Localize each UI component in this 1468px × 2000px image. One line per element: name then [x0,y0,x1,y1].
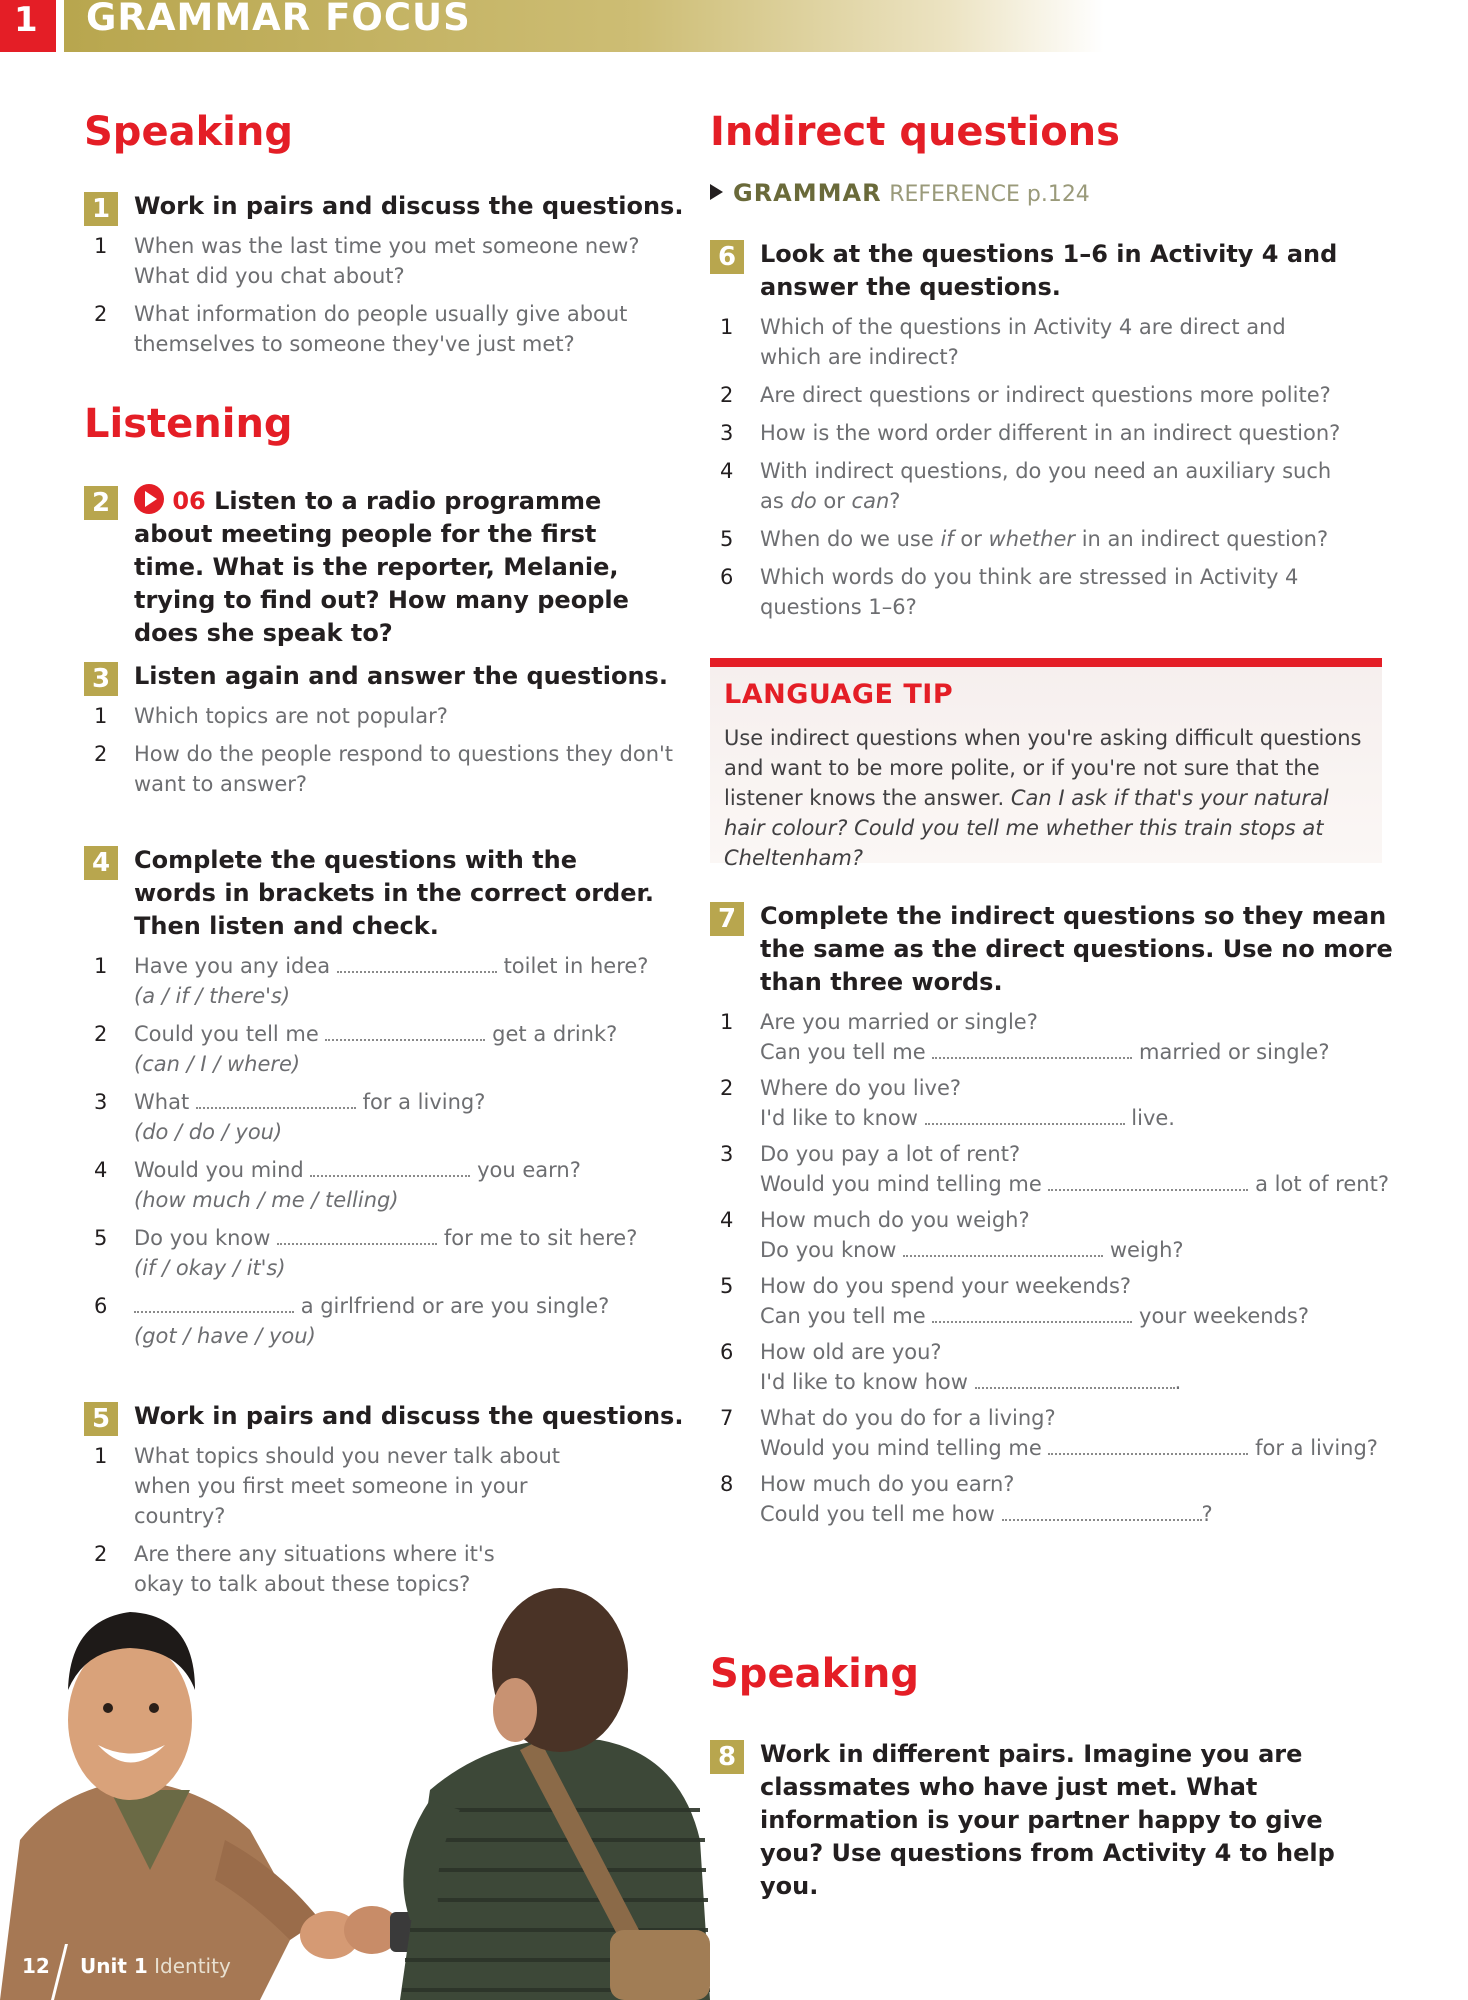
answer-blank[interactable] [975,1367,1175,1389]
word-cue: (can / I / where) [134,1052,301,1076]
item-text-before: What [134,1090,190,1114]
list-item [710,1271,1400,1331]
answer-blank[interactable] [325,1019,485,1041]
item-number: 5 [720,527,734,551]
item-text: When do we use [760,527,941,551]
answer-blank[interactable] [903,1235,1103,1257]
item-number: 2 [720,383,734,407]
unit-number-tab: 1 [0,0,56,52]
list-item [84,701,684,731]
word-cue: (got / have / you) [134,1324,316,1348]
list-item [84,1441,614,1531]
item-text: How do the people respond to questions they don't want to answer? [134,742,674,796]
item-text-after: for me to sit here? [443,1226,638,1250]
question-list [710,312,1350,622]
item-text-after: get a drink? [492,1022,618,1046]
indirect-questions-heading: Indirect questions [710,109,1120,155]
item-text: or [816,489,852,513]
triangle-pointer-icon [710,184,723,200]
item-text: or [953,527,989,551]
item-text-before: Could you tell me how [760,1502,995,1526]
item-number: 3 [720,421,734,445]
gap-fill-list [710,1007,1400,1529]
activity-instruction [134,484,664,650]
item-text-before: I'd like to know how [760,1370,968,1394]
item-text-before: Would you mind telling me [760,1436,1042,1460]
answer-blank[interactable] [1048,1433,1248,1455]
activity-badge: 4 [84,846,118,880]
section-title: GRAMMAR FOCUS [86,0,471,39]
activity-badge: 2 [84,486,118,520]
answer-blank[interactable] [337,951,497,973]
activity-6 [710,238,1400,630]
item-number: 6 [94,1294,108,1318]
item-number: 2 [720,1076,734,1100]
question-list [84,231,684,359]
list-item [84,1019,664,1079]
item-italic: if [940,527,954,551]
activity-instruction: Look at the questions 1–6 in Activity 4 and answer the questions. [760,240,1338,301]
direct-question: Are you married or single? [760,1010,1038,1034]
list-item [710,1007,1400,1067]
list-item [710,312,1350,372]
list-item [710,1337,1400,1397]
item-number: 8 [720,1472,734,1496]
item-text-after: married or single? [1139,1040,1330,1064]
unit-name: Identity [154,1954,231,1978]
answer-blank[interactable] [310,1155,470,1177]
activity-instruction: Complete the indirect questions so they mean the same as the direct questions. Use no more than three words. [760,902,1393,996]
item-number: 2 [94,742,108,766]
activity-instruction: Work in pairs and discuss the questions. [134,192,684,220]
item-text-before: Do you know [760,1238,897,1262]
item-text: How is the word order different in an indirect question? [760,421,1341,445]
item-text: ? [889,489,901,513]
direct-question: How much do you weigh? [760,1208,1030,1232]
list-item [84,1291,664,1351]
item-text-after: your weekends? [1139,1304,1309,1328]
word-cue: (do / do / you) [134,1120,283,1144]
direct-question: How much do you earn? [760,1472,1015,1496]
item-text: Are there any situations where it's okay to talk about these topics? [134,1542,495,1596]
list-item [710,456,1350,516]
item-text-after: live. [1131,1106,1175,1130]
list-item [710,1139,1400,1199]
list-item [710,1073,1400,1133]
item-text: Which topics are not popular? [134,704,448,728]
item-text-after: a girlfriend or are you single? [300,1294,610,1318]
activity-instruction: Work in different pairs. Imagine you are classmates who have just met. What information is your partner happy to give you? Use questions from Activity 4 to help you. [760,1740,1335,1900]
item-text-after: a lot of rent? [1255,1172,1389,1196]
activity-instruction: Complete the questions with the words in brackets in the correct order. Then listen and check. [134,846,655,940]
item-number: 2 [94,302,108,326]
word-cue: (how much / me / telling) [134,1188,399,1212]
item-number: 6 [720,1340,734,1364]
item-text-after: . [1174,1370,1182,1394]
item-number: 4 [720,1208,734,1232]
answer-blank[interactable] [134,1291,294,1313]
item-number: 2 [94,1022,108,1046]
tip-example: Can I ask if that's your natural hair colour? Could you tell me whether this train stops at Cheltenham? [724,786,1329,870]
item-text-after: for a living? [1255,1436,1378,1460]
activity-7 [710,900,1400,1535]
answer-blank[interactable] [196,1087,356,1109]
activity-3 [84,660,684,807]
item-text: Which of the questions in Activity 4 are direct and which are indirect? [760,315,1286,369]
unit-number-label: Unit 1 [80,1954,148,1978]
word-cue: (if / okay / it's) [134,1256,286,1280]
answer-blank[interactable] [1048,1169,1248,1191]
item-text: Which words do you think are stressed in Activity 4 questions 1–6? [760,565,1299,619]
item-number: 3 [94,1090,108,1114]
direct-question: Where do you live? [760,1076,962,1100]
activity-8 [710,1738,1370,1903]
language-tip-title: LANGUAGE TIP [724,679,954,710]
answer-blank[interactable] [925,1103,1125,1125]
item-text: With indirect questions, do you need an auxiliary such as [760,459,1332,513]
instruction-text: Listen to a radio programme about meeting people for the first time. What is the reporter, Melanie, trying to find out? How many people does she speak to? [134,487,629,647]
item-text-before: I'd like to know [760,1106,918,1130]
item-italic: do [790,489,817,513]
list-item [84,1087,664,1147]
item-text-after: for a living? [362,1090,486,1114]
item-number: 3 [720,1142,734,1166]
language-tip-text [724,723,1376,873]
list-item [710,418,1350,448]
item-number: 7 [720,1406,734,1430]
item-number: 5 [720,1274,734,1298]
page-footer [0,1942,230,2000]
activity-badge: 5 [84,1402,118,1436]
tip-body: Use indirect questions when you're asking difficult questions and want to be more polite, or if you're not sure that the listener knows the answer. [724,726,1362,810]
unit-label [80,1954,231,1978]
item-number: 1 [94,704,108,728]
list-item [710,562,1350,622]
list-item [710,380,1350,410]
item-text-before: Do you know [134,1226,271,1250]
grammar-label: GRAMMAR [733,179,882,207]
language-tip-box [710,658,1382,870]
item-text-before: Have you any idea [134,954,331,978]
item-text-before: Would you mind [134,1158,304,1182]
activity-2 [84,484,664,650]
speaking-heading: Speaking [84,109,293,155]
item-italic: whether [988,527,1076,551]
direct-question: How do you spend your weekends? [760,1274,1132,1298]
activity-4 [84,844,664,1359]
activity-instruction: Listen again and answer the questions. [134,662,668,690]
grammar-reference-link[interactable] [710,178,1090,210]
gap-fill-list [84,951,664,1351]
answer-blank[interactable] [932,1301,1132,1323]
activity-1 [84,190,684,367]
item-number: 6 [720,565,734,589]
listening-heading: Listening [84,401,293,447]
item-number: 1 [94,1444,108,1468]
item-number: 1 [720,315,734,339]
item-text: Are direct questions or indirect questions more polite? [760,383,1331,407]
answer-blank[interactable] [932,1037,1132,1059]
item-text-after: toilet in here? [503,954,649,978]
activity-instruction: Work in pairs and discuss the questions. [134,1402,684,1430]
list-item [84,739,684,799]
list-item [710,1469,1400,1529]
item-text-before: Could you tell me [134,1022,319,1046]
item-italic: can [851,489,890,513]
activity-badge: 1 [84,192,118,226]
page-number: 12 [22,1954,50,1978]
item-text-after: ? [1201,1502,1213,1526]
item-text-after: you earn? [477,1158,581,1182]
activity-badge: 6 [710,240,744,274]
list-item [710,1403,1400,1463]
item-number: 1 [720,1010,734,1034]
list-item [710,524,1350,554]
list-item [84,231,684,291]
direct-question: What do you do for a living? [760,1406,1056,1430]
speaking-heading-2: Speaking [710,1651,919,1697]
item-text: in an indirect question? [1075,527,1329,551]
item-number: 5 [94,1226,108,1250]
header-band [0,0,1468,52]
list-item [84,1223,664,1283]
item-text-after: weigh? [1109,1238,1184,1262]
item-text-before: Can you tell me [760,1040,926,1064]
list-item [84,299,684,359]
item-text: What topics should you never talk about when you first meet someone in your country? [134,1444,561,1528]
list-item [710,1205,1400,1265]
activity-badge: 8 [710,1740,744,1774]
activity-badge: 7 [710,902,744,936]
item-number: 1 [94,954,108,978]
activity-badge: 3 [84,662,118,696]
item-text: What information do people usually give about themselves to someone they've just met? [134,302,628,356]
list-item [84,951,664,1011]
answer-blank[interactable] [277,1223,437,1245]
word-cue: (a / if / there's) [134,984,291,1008]
audio-play-icon[interactable] [134,484,164,514]
item-number: 4 [94,1158,108,1182]
answer-blank[interactable] [1002,1499,1202,1521]
item-text: When was the last time you met someone new? What did you chat about? [134,234,640,288]
item-number: 2 [94,1542,108,1566]
item-text-before: Can you tell me [760,1304,926,1328]
direct-question: How old are you? [760,1340,942,1364]
direct-question: Do you pay a lot of rent? [760,1142,1021,1166]
item-number: 1 [94,234,108,258]
item-number: 4 [720,459,734,483]
footer-divider [51,1944,68,2000]
item-text-before: Would you mind telling me [760,1172,1042,1196]
track-number: 06 [172,487,206,515]
reference-page: REFERENCE p.124 [889,182,1090,207]
list-item [84,1155,664,1215]
question-list [84,701,684,799]
